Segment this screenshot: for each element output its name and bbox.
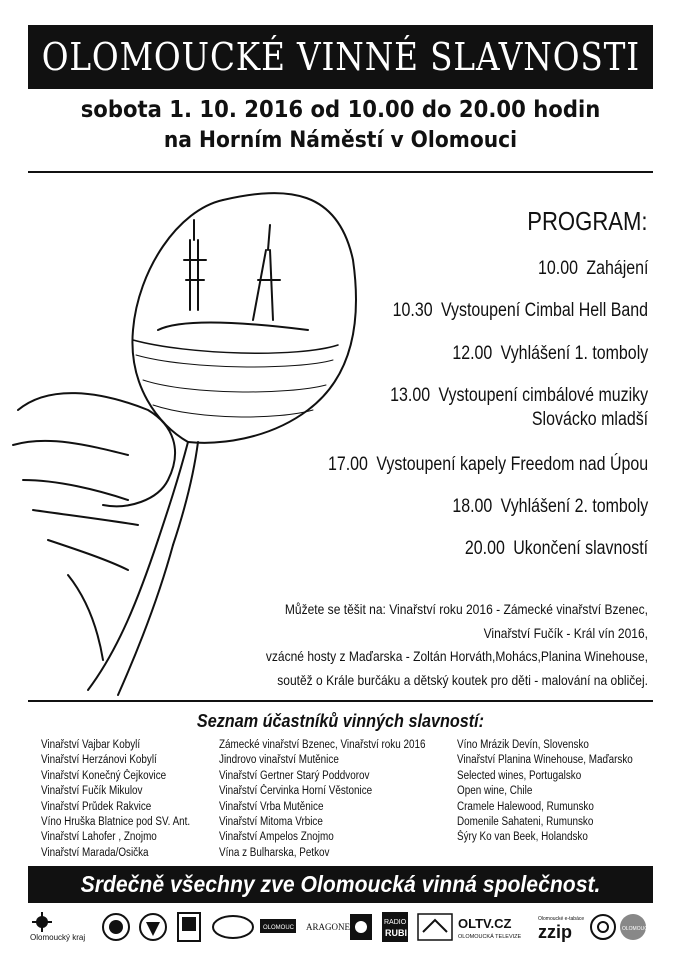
list-item: Zámecké vinařství Bzenec, Vinařství roku 2016 — [219, 739, 426, 751]
program-item: 20.00 Ukončení slavností — [464, 538, 648, 559]
list-item: Vinařství Fučík Mikulov — [41, 785, 143, 798]
list-item: Vinařství Planina Winehouse, Maďarsko — [457, 754, 633, 767]
oltv-logo — [458, 916, 521, 940]
svg-text:RUBI: RUBI — [385, 928, 407, 938]
seal-logo — [103, 914, 129, 940]
square-logo — [350, 914, 372, 940]
list-item: Vinařství Konečný Čejkovice — [41, 769, 167, 782]
crest-logo — [140, 914, 166, 940]
list-item: Vína z Bulharska, Petkov — [219, 846, 330, 859]
list-item: Vinařství Ampelos Znojmo — [219, 831, 334, 844]
list-item: Vinařství Mitoma Vrbice — [219, 816, 323, 829]
title-banner — [28, 25, 653, 89]
svg-text:OLOMOUCKÁ TELEVIZE: OLOMOUCKÁ TELEVIZE — [458, 934, 522, 940]
place-line: na Horním Náměstí v Olomouci — [163, 128, 518, 153]
aragone-logo — [306, 922, 351, 932]
list-item: Jindrovo vinařství Mutěnice — [219, 754, 339, 767]
svg-text:ARAGONE: ARAGONE — [306, 922, 350, 932]
svg-text:Olomoucký kraj: Olomoucký kraj — [30, 933, 86, 942]
list-item: Selected wines, Portugalsko — [457, 769, 582, 782]
list-item: Open wine, Chile — [457, 785, 533, 798]
sponsor-logos — [28, 910, 653, 948]
ring-logo — [591, 915, 615, 939]
olomouc-city-logo — [260, 919, 296, 933]
invitation-banner — [28, 866, 653, 903]
fb-logo — [178, 913, 200, 941]
program-item: 10.30 Vystoupení Cimbal Hell Band — [392, 300, 648, 321]
list-item: Vinařství Vajbar Kobylí — [41, 739, 141, 751]
list-item: Víno Hruška Blatnice pod SV. Ant. — [41, 816, 191, 829]
list-item: Víno Mrázik Devín, Slovensko — [457, 739, 589, 751]
participants-column-3 — [457, 738, 661, 846]
svg-text:OLTV.CZ: OLTV.CZ — [458, 916, 512, 931]
list-item: Šýry Ko van Beek, Holandsko — [457, 831, 588, 844]
program-item: 18.00 Vyhlášení 2. tomboly — [452, 496, 648, 517]
list-item: Vinařství Herzánovi Kobylí — [41, 754, 157, 767]
list-item: Vinařství Červinka Horní Věstonice — [219, 785, 373, 798]
list-item: Vinařství Lahofer , Znojmo — [41, 831, 157, 844]
participants-column-2 — [219, 738, 459, 861]
program-item: 13.00 Vystoupení cimbálové muziky Slovácko mladší — [390, 385, 648, 430]
participants-heading: Seznam účastníků vinných slavností: — [196, 711, 485, 731]
list-item: Vinařství Marada/Osička — [41, 846, 149, 859]
highlights-text: Můžete se těšit na: Vinařství roku 2016 - Zámecké vinařství Bzenec, Vinařství Fučík - Král vín 2016, vzácné hosty z Maďarska - Zoltán Horváth,Mohács,Planina Winehouse, soutěž o Krále burčáku a dětský koutek pro děti - malování na obličej. — [265, 601, 648, 688]
divider-middle — [28, 700, 653, 702]
svg-text:zzip: zzip — [538, 922, 572, 942]
program-item: 10.00 Zahájení — [537, 258, 648, 279]
invitation-text: Srdečně všechny zve Olomoucká vinná společnost. — [80, 871, 601, 897]
wine-cellar-logo — [418, 914, 452, 940]
page-title: OLOMOUCKÉ VINNÉ SLAVNOSTI — [41, 35, 640, 79]
program-item: 12.00 Vyhlášení 1. tomboly — [452, 343, 648, 364]
radio-rubi-logo — [382, 912, 408, 942]
svg-text:Olomoucké e-tabáce: Olomoucké e-tabáce — [538, 916, 585, 922]
oval-logo — [213, 916, 253, 938]
list-item: Cramele Halewood, Rumunsko — [457, 800, 594, 813]
svg-text:OLOMOUC: OLOMOUC — [263, 925, 295, 931]
zzip-logo — [538, 916, 584, 942]
program-heading: PROGRAM: — [527, 206, 648, 236]
round-badge-logo — [620, 914, 648, 940]
date-line: sobota 1. 10. 2016 od 10.00 do 20.00 hodin — [80, 97, 601, 123]
program-item: 17.00 Vystoupení kapely Freedom nad Úpou — [327, 454, 648, 475]
svg-text:RADIO: RADIO — [384, 919, 407, 926]
olomoucky-kraj-logo — [30, 912, 85, 942]
participants-column-1 — [41, 738, 214, 861]
list-item: Domenile Sahateni, Rumunsko — [457, 816, 594, 829]
list-item: Vinařství Gertner Starý Poddvorov — [219, 769, 370, 782]
list-item: Vinařství Průdek Rakvice — [41, 800, 152, 813]
list-item: Vinařství Vrba Mutěnice — [219, 800, 324, 813]
divider-top — [28, 171, 653, 173]
svg-text:OLOMOUC: OLOMOUC — [622, 926, 648, 932]
